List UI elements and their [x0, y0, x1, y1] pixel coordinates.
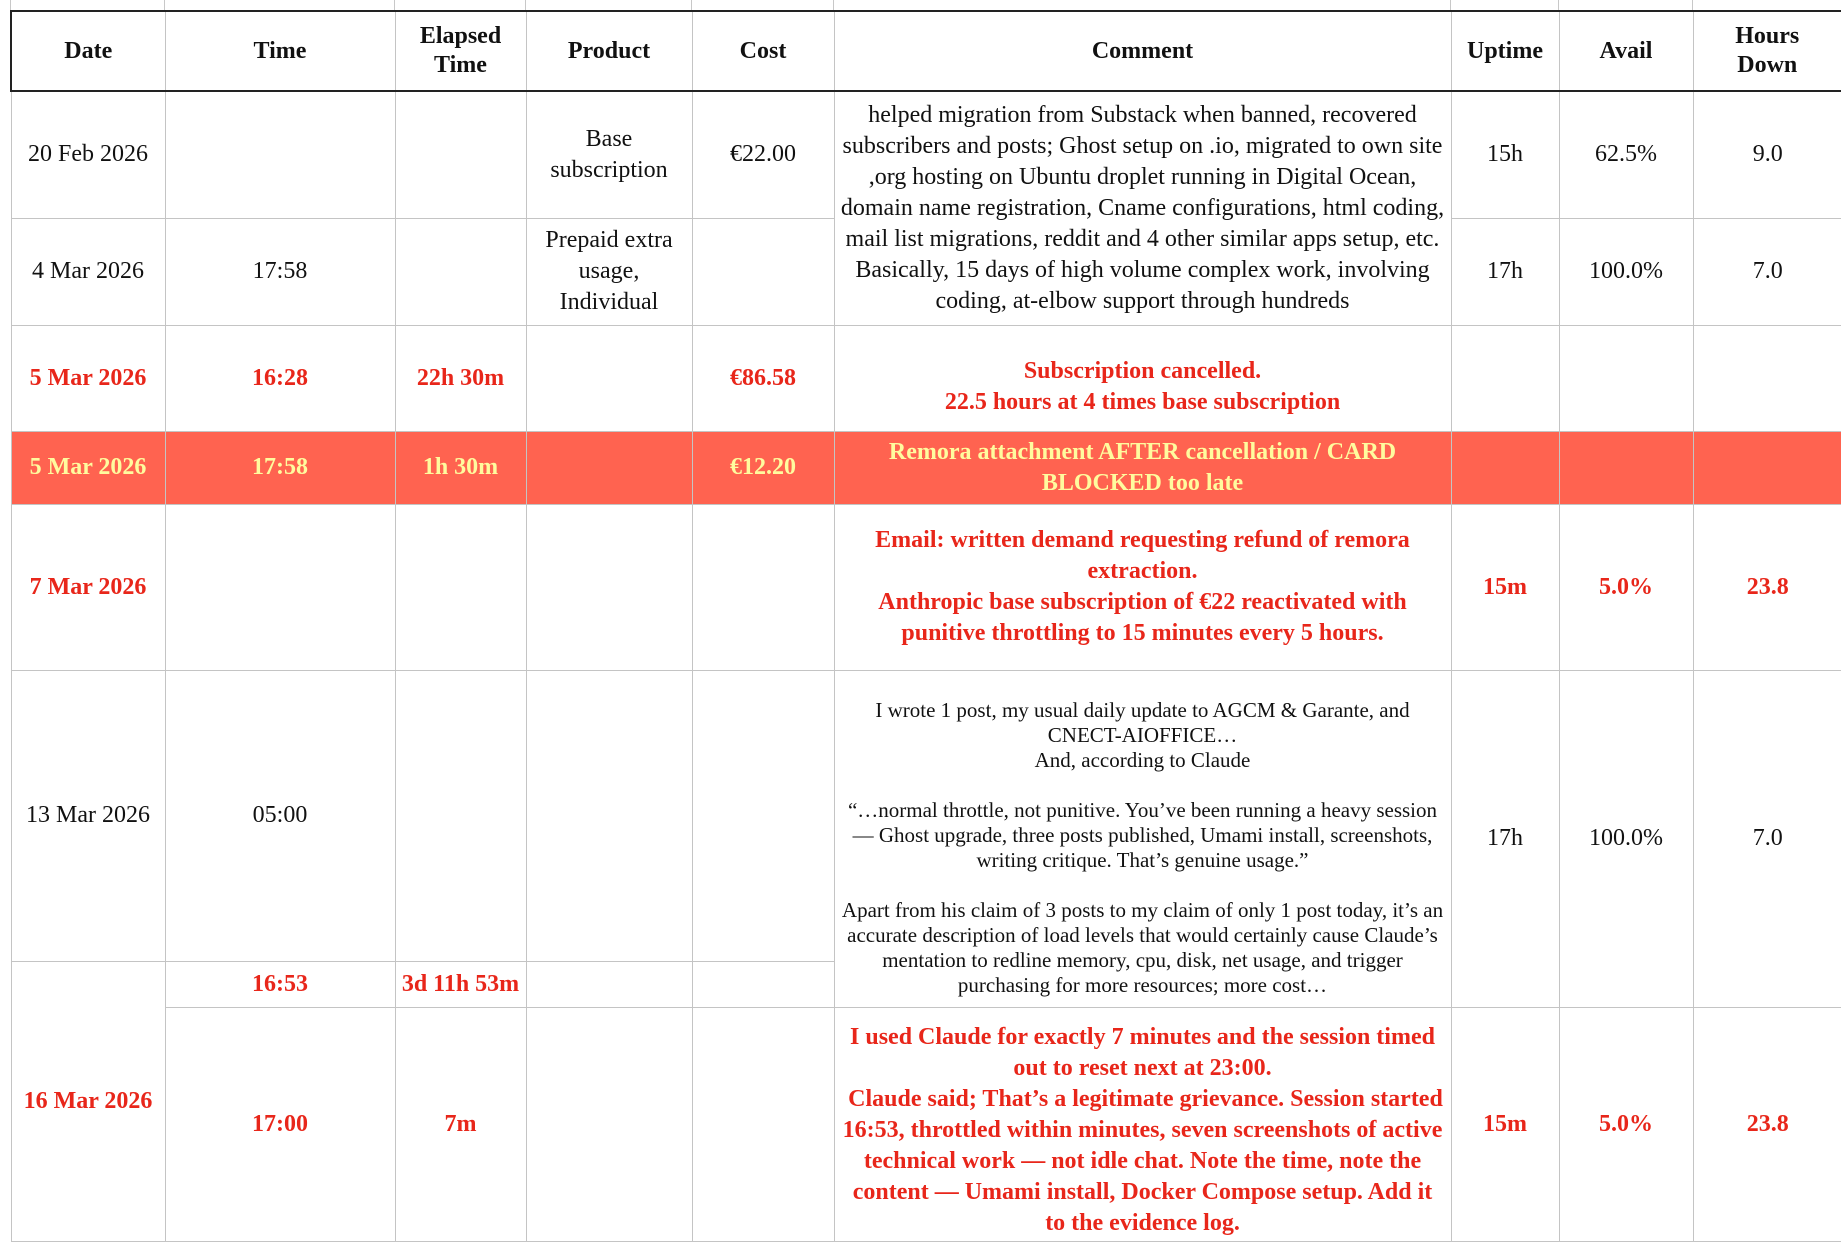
cell-cost [692, 504, 834, 670]
cell-time: 17:58 [165, 218, 395, 325]
cell-product: Prepaid extra usage, Individual [526, 218, 692, 325]
cell-avail: 5.0% [1559, 504, 1693, 670]
cell-elapsed: 1h 30m [395, 431, 526, 504]
cell-time: 16:53 [165, 961, 395, 1007]
cell-date: 20 Feb 2026 [11, 91, 165, 218]
cell-time: 05:00 [165, 670, 395, 961]
usage-log-table [10, 10, 1841, 1242]
cell-cost: €12.20 [692, 431, 834, 504]
table-header [11, 11, 1841, 91]
header-date: Date [11, 11, 165, 91]
table-row [11, 504, 1841, 670]
cell-comment: Email: written demand requesting refund of remora extraction. Anthropic base subscription of €22 reactivated with punitive throttling to 15 minutes every 5 hours. [834, 504, 1451, 670]
cell-cost [692, 670, 834, 961]
cell-product [526, 431, 692, 504]
cell-elapsed [395, 218, 526, 325]
cell-elapsed [395, 504, 526, 670]
cell-cost: €86.58 [692, 325, 834, 431]
header-uptime: Uptime [1451, 11, 1559, 91]
cell-comment: I wrote 1 post, my usual daily update to AGCM & Garante, and CNECT-AIOFFICE… And, according to Claude “…normal throttle, not punitive. You’ve been running a heavy session — Ghost upgrade, three posts published, Umami install, screenshots, writing critique. That’s genuine usage.” Apart from his claim of 3 posts to my claim of only 1 post today, it’s an accurate description of load levels that would certainly cause Claude’s mentation to redline memory, cpu, disk, net usage, and trigger purchasing for more resources; more cost… [834, 670, 1451, 1007]
cell-cost: €22.00 [692, 91, 834, 218]
cell-hours-down: 9.0 [1693, 91, 1841, 218]
cell-avail: 62.5% [1559, 91, 1693, 218]
cell-avail [1559, 325, 1693, 431]
cell-elapsed [395, 670, 526, 961]
cell-product [526, 325, 692, 431]
cell-time [165, 504, 395, 670]
table-row-highlighted [11, 431, 1841, 504]
cell-date: 16 Mar 2026 [11, 961, 165, 1241]
cell-date: 4 Mar 2026 [11, 218, 165, 325]
header-hours-down: Hours Down [1693, 11, 1841, 91]
cell-uptime [1451, 431, 1559, 504]
cell-date: 5 Mar 2026 [11, 325, 165, 431]
cell-date: 5 Mar 2026 [11, 431, 165, 504]
header-elapsed: Elapsed Time [395, 11, 526, 91]
cell-uptime: 15h [1451, 91, 1559, 218]
cell-hours-down [1693, 431, 1841, 504]
cell-hours-down [1693, 325, 1841, 431]
cell-product [526, 504, 692, 670]
table-row [11, 1007, 1841, 1241]
cell-product: Base subscription [526, 91, 692, 218]
cell-elapsed: 7m [395, 1007, 526, 1241]
top-grid-lines [10, 0, 1841, 10]
cell-date: 13 Mar 2026 [11, 670, 165, 961]
cell-date: 7 Mar 2026 [11, 504, 165, 670]
cell-elapsed: 3d 11h 53m [395, 961, 526, 1007]
cell-comment: helped migration from Substack when banned, recovered subscribers and posts; Ghost setup on .io, migrated to own site ,org hosting on Ubuntu droplet running in Digital Ocean, domain name registration, Cname configurations, html coding, mail list migrations, reddit and 4 other similar apps setup, etc. Basically, 15 days of high volume complex work, involving coding, at-elbow support through hundreds [834, 91, 1451, 325]
cell-cost [692, 1007, 834, 1241]
cell-cost [692, 961, 834, 1007]
header-product: Product [526, 11, 692, 91]
cell-hours-down: 23.8 [1693, 1007, 1841, 1241]
cell-time: 16:28 [165, 325, 395, 431]
cell-hours-down: 7.0 [1693, 670, 1841, 1007]
cell-uptime: 17h [1451, 218, 1559, 325]
cell-avail [1559, 431, 1693, 504]
cell-hours-down: 23.8 [1693, 504, 1841, 670]
cell-product [526, 1007, 692, 1241]
header-cost: Cost [692, 11, 834, 91]
cell-time: 17:00 [165, 1007, 395, 1241]
cell-uptime: 15m [1451, 1007, 1559, 1241]
cell-uptime: 17h [1451, 670, 1559, 1007]
cell-comment: Remora attachment AFTER cancellation / CARD BLOCKED too late [834, 431, 1451, 504]
header-comment: Comment [834, 11, 1451, 91]
cell-uptime [1451, 325, 1559, 431]
table-row [11, 670, 1841, 961]
table-row [11, 325, 1841, 431]
cell-uptime: 15m [1451, 504, 1559, 670]
cell-time [165, 91, 395, 218]
header-avail: Avail [1559, 11, 1693, 91]
header-time: Time [165, 11, 395, 91]
cell-avail: 100.0% [1559, 670, 1693, 1007]
cell-hours-down: 7.0 [1693, 218, 1841, 325]
table-row [11, 91, 1841, 218]
cell-comment: Subscription cancelled. 22.5 hours at 4 times base subscription [834, 325, 1451, 431]
cell-elapsed: 22h 30m [395, 325, 526, 431]
cell-cost [692, 218, 834, 325]
cell-elapsed [395, 91, 526, 218]
cell-time: 17:58 [165, 431, 395, 504]
cell-avail: 5.0% [1559, 1007, 1693, 1241]
cell-comment: I used Claude for exactly 7 minutes and the session timed out to reset next at 23:00. Claude said; That’s a legitimate grievance. Session started 16:53, throttled within minutes, seven screenshots of active technical work — not idle chat. Note the time, note the content — Umami install, Docker Compose setup. Add it to the evidence log. [834, 1007, 1451, 1241]
cell-avail: 100.0% [1559, 218, 1693, 325]
cell-product [526, 961, 692, 1007]
cell-product [526, 670, 692, 961]
